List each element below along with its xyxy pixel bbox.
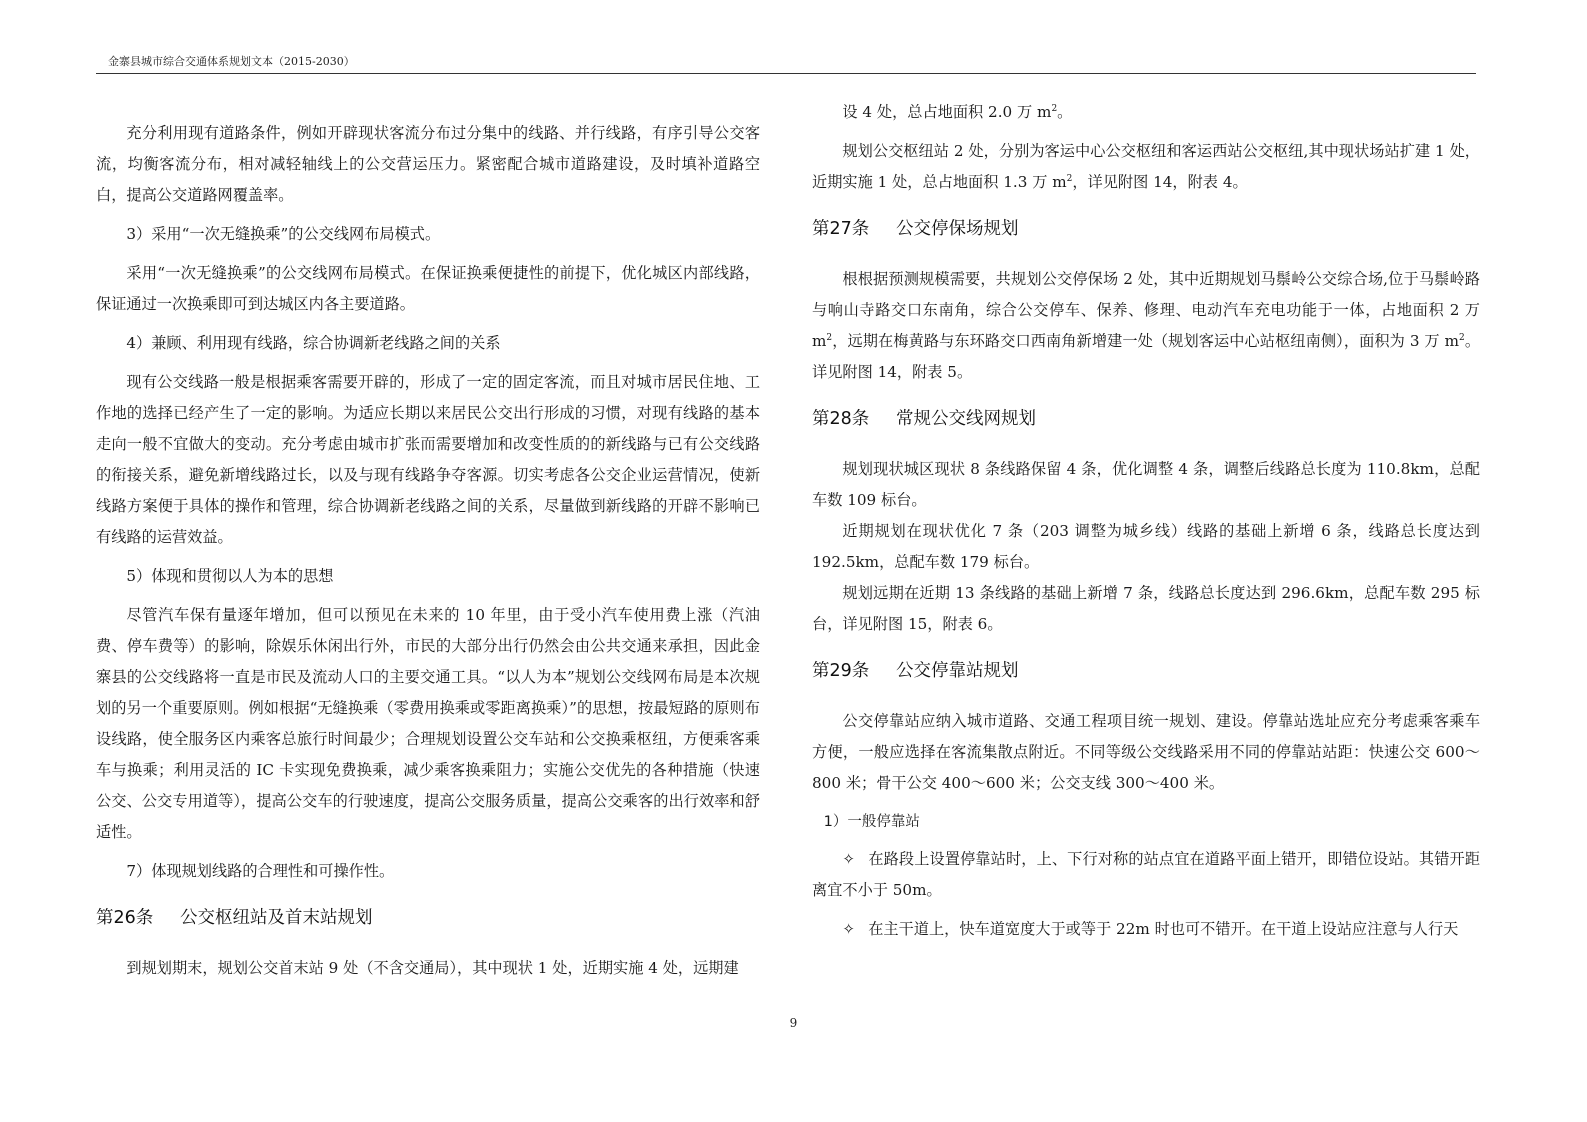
- section-heading-28: [812, 404, 1480, 434]
- paragraph: 现有公交线路一般是根据乘客需要开辟的，形成了一定的固定客流，而且对城市居民住地、工作地的选择已经产生了一定的影响。为适应长期以来居民公交出行形成的习惯，对现有线路的基本走向一般不宜做大的变动。充分考虑由城市扩张而需要增加和改变性质的的新线路与已有公交线路的衔接关系，避免新增线路过长，以及与现有线路争夺客源。切实考虑各公交企业运营情况，使新线路方案便于具体的操作和管理，综合协调新老线路之间的关系，尽量做到新线路的开辟不影响已有线路的运营效益。: [96, 373, 760, 546]
- running-header: [96, 56, 1476, 74]
- paragraph: 近期规划在现状优化 7 条（203 调整为城乡线）线路的基础上新增 6 条，线路总长度达到 192.5km，总配车数 179 标台。: [812, 522, 1480, 571]
- diamond-bullet-icon: ✧: [842, 850, 856, 868]
- section-number: 第28条: [812, 409, 870, 429]
- subheading: 1）一般停靠站: [823, 814, 920, 830]
- bullet-item: ✧ 在路段上设置停靠站时，上、下行对称的站点宜在道路平面上错开，即错位设站。其错开距离宜不小于 50m。: [812, 844, 1480, 906]
- section-title: 公交枢纽站及首末站规划: [180, 908, 373, 928]
- right-column: [812, 103, 1481, 953]
- diamond-bullet-icon: ✧: [842, 920, 856, 938]
- section-heading-27: [812, 214, 1480, 244]
- list-item: 5）体现和贯彻以人为本的思想: [126, 567, 334, 585]
- section-heading-26: [96, 903, 760, 933]
- paragraph: 采用“一次无缝换乘”的公交线网布局模式。在保证换乘便捷性的前提下，优化城区内部线路，保证通过一次换乘即可到达城区内各主要道路。: [96, 264, 760, 313]
- paragraph: 充分利用现有道路条件，例如开辟现状客流分布过分集中的线路、并行线路，有序引导公交客流，均衡客流分布，相对减轻轴线上的公交营运压力。紧密配合城市道路建设，及时填补道路空白，提高公交道路网覆盖率。: [96, 124, 760, 204]
- page-number: 9: [789, 1016, 798, 1030]
- paragraph: 规划远期在近期 13 条线路的基础上新增 7 条，线路总长度达到 296.6km，总配车数 295 标台，详见附图 15，附表 6。: [812, 584, 1480, 633]
- section-title: 公交停靠站规划: [896, 661, 1019, 681]
- paragraph: 规划现状城区现状 8 条线路保留 4 条，优化调整 4 条，调整后线路总长度为 110.8km，总配车数 109 标台。: [812, 460, 1480, 509]
- section-heading-29: [812, 656, 1480, 686]
- paragraph: 根根据预测规模需要，共规划公交停保场 2 处，其中近期规划马鬃岭公交综合场,位于马鬃岭路与响山寺路交口东南角，综合公交停车、保养、修理、电动汽车充电功能于一体，占地面积 2 万 $m^2$，远期在梅黄路与东环路交口西南角新增建一处（规划客运中心站枢纽南侧），面积为 3 万 $m^2$。详见附图 14，附表 5。: [812, 270, 1481, 381]
- section-number: 第27条: [812, 219, 870, 239]
- document-title: 金寨县城市综合交通体系规划文本（2015-2030）: [108, 55, 355, 68]
- list-item: 4）兼顾、利用现有线路，综合协调新老线路之间的关系: [126, 334, 501, 352]
- section-number: 第29条: [812, 661, 870, 681]
- section-title: 常规公交线网规划: [896, 409, 1036, 429]
- left-column: [96, 118, 760, 992]
- paragraph: 到规划期末，规划公交首末站 9 处（不含交通局），其中现状 1 处，近期实施 4 处，远期建: [126, 959, 739, 977]
- paragraph: 公交停靠站应纳入城市道路、交通工程项目统一规划、建设。停靠站选址应充分考虑乘客乘车方便，一般应选择在客流集散点附近。不同等级公交线路采用不同的停靠站站距：快速公交 600～800 米；骨干公交 400～600 米；公交支线 300～400 米。: [812, 712, 1480, 792]
- bullet-item: ✧ 在主干道上，快车道宽度大于或等于 22m 时也可不错开。在干道上设站应注意与人行天: [812, 914, 1480, 945]
- list-item: 7）体现规划线路的合理性和可操作性。: [126, 862, 395, 880]
- paragraph: 设 4 处，总占地面积 2.0 万 $m^2$。: [842, 103, 1073, 121]
- list-item: 3）采用“一次无缝换乘”的公交线网布局模式。: [126, 225, 441, 243]
- section-number: 第26条: [96, 908, 154, 928]
- paragraph: 规划公交枢纽站 2 处，分别为客运中心公交枢纽和客运西站公交枢纽,其中现状场站扩建 1 处，近期实施 1 处，总占地面积 1.3 万 $m^2$，详见附图 14，附表 4。: [812, 142, 1480, 191]
- section-title: 公交停保场规划: [896, 219, 1019, 239]
- paragraph: 尽管汽车保有量逐年增加，但可以预见在未来的 10 年里，由于受小汽车使用费上涨（汽油费、停车费等）的影响，除娱乐休闲出行外，市民的大部分出行仍然会由公共交通来承担，因此金寨县的公交线路将一直是市民及流动人口的主要交通工具。“以人为本”规划公交线网布局是本次规划的另一个重要原则。例如根据“无缝换乘（零费用换乘或零距离换乘）”的思想，按最短路的原则布设线路，使全服务区内乘客总旅行时间最少；合理规划设置公交车站和公交换乘枢纽，方便乘客乘车与换乘；利用灵活的 IC 卡实现免费换乘，减少乘客换乘阻力；实施公交优先的各种措施（快速公交、公交专用道等），提高公交车的行驶速度，提高公交服务质量，提高公交乘客的出行效率和舒适性。: [96, 606, 760, 841]
